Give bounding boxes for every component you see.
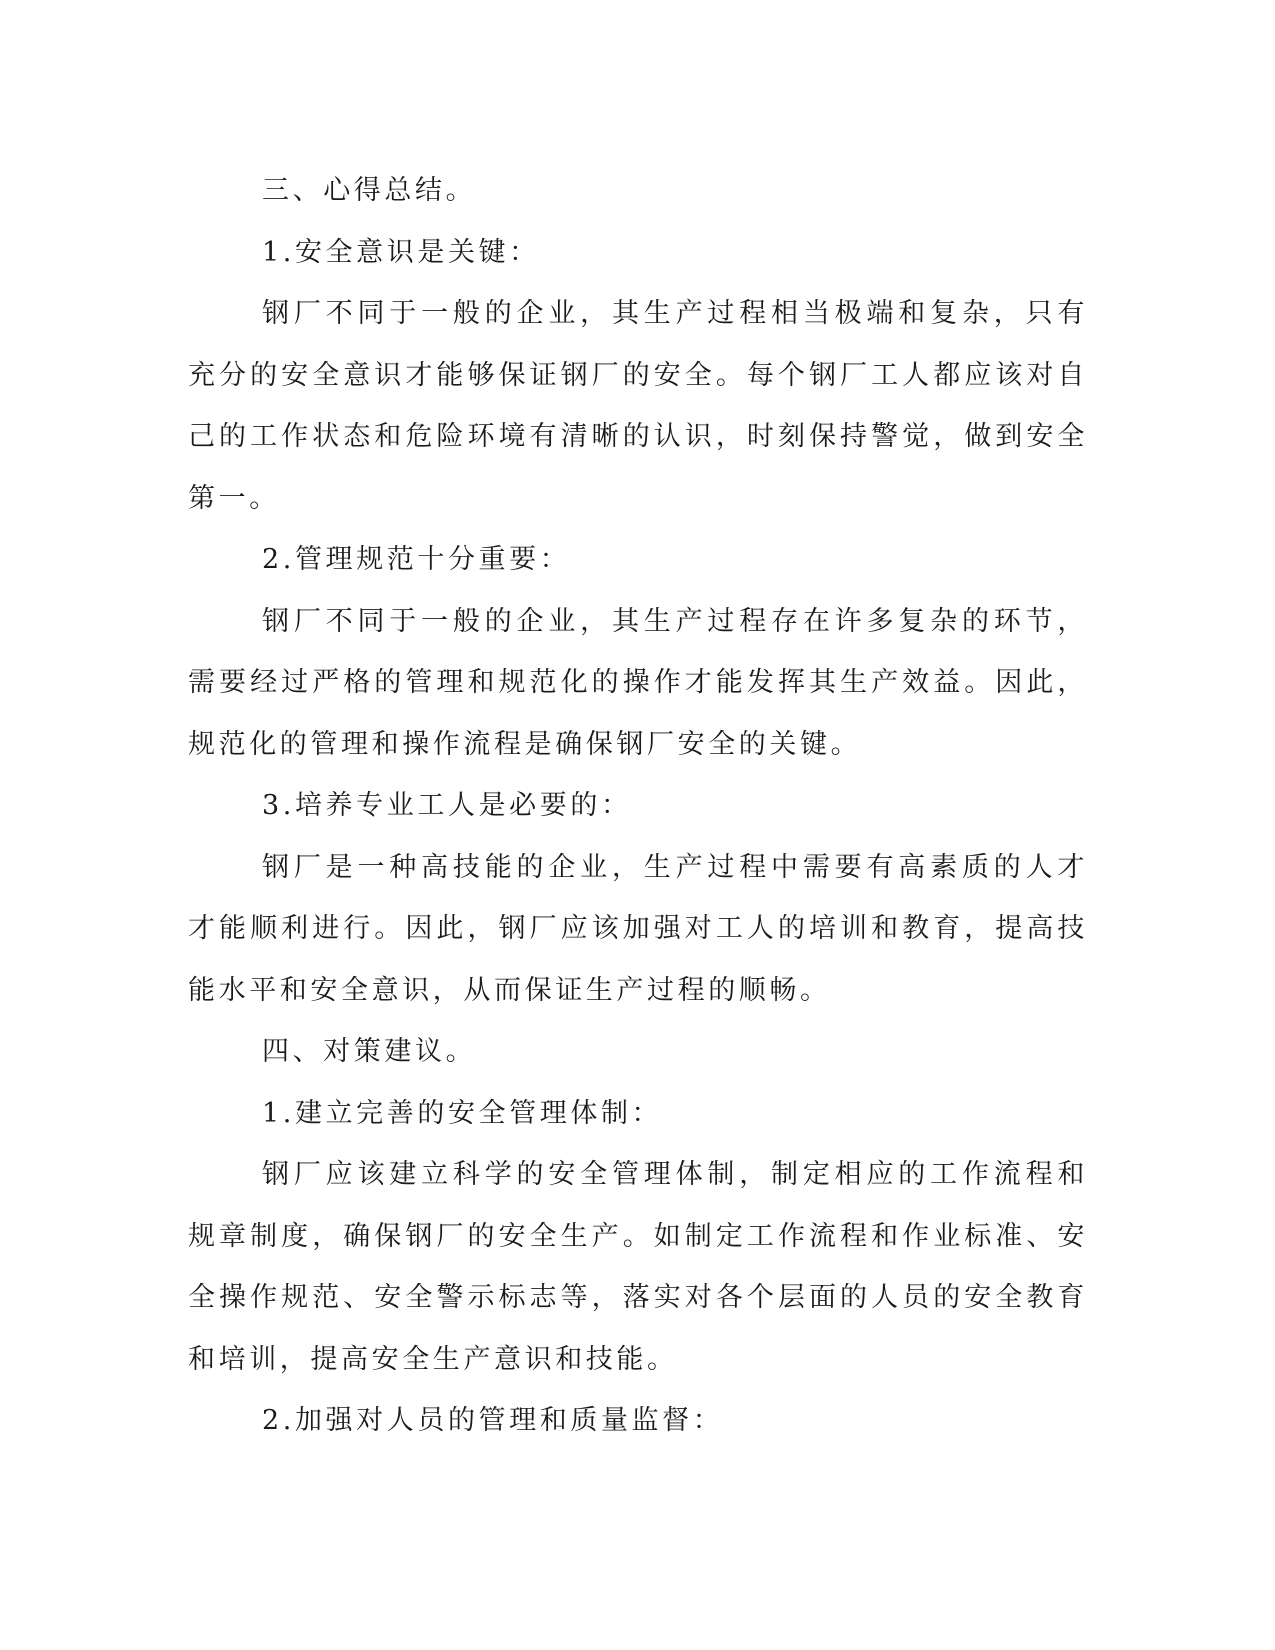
subheading-safety-awareness: 1.安全意识是关键： [262,236,540,268]
section-heading-recommendations: 四、对策建议。 [262,1036,477,1067]
paragraph-professional-workers: 钢厂是一种高技能的企业，生产过程中需要有高素质的人才才能顺利进行。因此，钢厂应该加强对工人的培训和教育，提高技能水平和安全意识，从而保证生产过程的顺畅。 [188,851,1088,1006]
subheading-professional-workers: 3.培养专业工人是必要的： [262,790,632,821]
paragraph-management-standards: 钢厂不同于一般的企业，其生产过程存在许多复杂的环节，需要经过严格的管理和规范化的操作才能发挥其生产效益。因此，规范化的管理和操作流程是确保钢厂安全的关键。 [188,605,1088,760]
document-body [188,160,1088,1452]
subheading-management-standards: 2.管理规范十分重要： [262,544,571,575]
paragraph-safety-system: 钢厂应该建立科学的安全管理体制，制定相应的工作流程和规章制度，确保钢厂的安全生产。如制定工作流程和作业标准、安全操作规范、安全警示标志等，落实对各个层面的人员的安全教育和培训，提高安全生产意识和技能。 [188,1159,1088,1375]
section-heading-summary: 三、心得总结。 [262,175,477,206]
subheading-safety-system: 1.建立完善的安全管理体制： [262,1097,663,1129]
paragraph-safety-awareness: 钢厂不同于一般的企业，其生产过程相当极端和复杂，只有充分的安全意识才能够保证钢厂的安全。每个钢厂工人都应该对自己的工作状态和危险环境有清晰的认识，时刻保持警觉，做到安全第一。 [188,298,1088,514]
subheading-personnel-supervision: 2.加强对人员的管理和质量监督： [262,1405,724,1436]
